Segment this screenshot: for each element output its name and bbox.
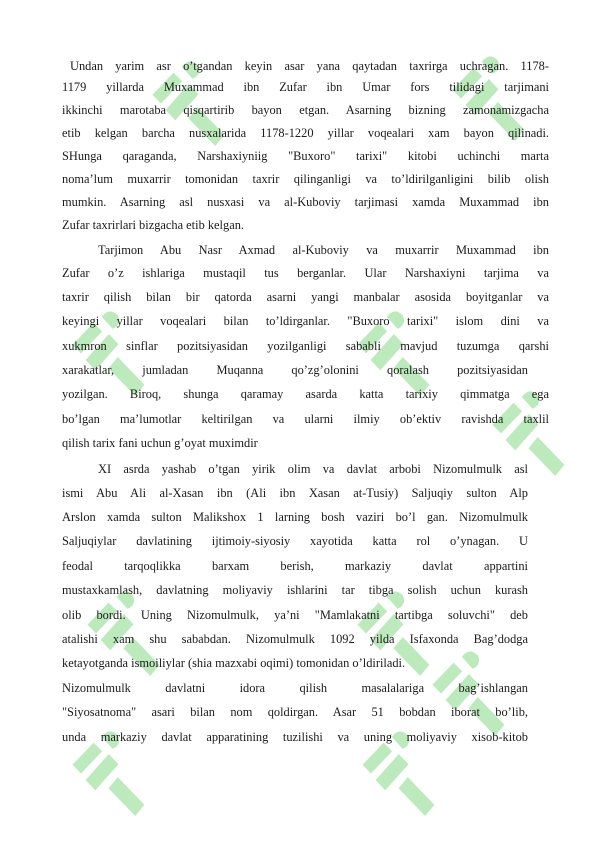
text-line: Arslon xamda sulton Malikshox 1 larning bosh vaziri bo’l gan. Nizomulmulk <box>62 510 528 524</box>
text-line: ikkinchi marotaba qisqartirib bayon etgan. Asarning bizning zamonamizgacha <box>62 103 549 117</box>
text-line: XI asrda yashab o’tgan yirik olim va davlat arbobi Nizomulmulk asl <box>98 462 528 476</box>
text-line: mumkin. Asarning asl nusxasi va al-Kuboviy tarjimasi xamda Muxammad ibn <box>62 195 549 209</box>
text-line: ismi Abu Ali al-Xasan ibn (Ali ibn Xasan at-Tusiy) Saljuqiy sulton Alp <box>62 486 528 500</box>
text-line: Nizomulmulk davlatni idora qilish masalalariga bag’ishlangan <box>62 681 528 695</box>
text-line: bo’lgan ma’lumotlar keltirilgan va ularni ilmiy ob’ektiv ravishda taxlil <box>62 412 549 426</box>
text-line: Saljuqiylar davlatining ijtimoiy-siyosiy xayotida katta rol o’ynagan. U <box>62 534 528 548</box>
text-line: Zufar o’z ishlariga mustaqil tus berganlar. Ular Narshaxiyni tarjima va <box>62 266 549 280</box>
text-line: mustaxkamlash, davlatning moliyaviy ishlarini tar tibga solish uchun kurash <box>62 583 528 597</box>
text-line: xarakatlar, jumladan Muqanna qo’zg’olonini qoralash pozitsiyasidan <box>62 363 528 377</box>
text-line: atalishi xam shu sababdan. Nizomulmulk 1092 yilda Isfaxonda Bag’dodga <box>62 632 528 646</box>
text-line: SHunga qaraganda, Narshaxiyniig "Buxoro" tarixi" kitobi uchinchi marta <box>62 149 549 163</box>
text-line: Tarjimon Abu Nasr Axmad al-Kuboviy va muxarrir Muxammad ibn <box>98 243 549 257</box>
text-line: qilish tarix fani uchun g’oyat muximdir <box>62 436 258 450</box>
text-line: noma’lum muxarrir tomonidan taxrir qilinganligi va to’ldirilganligini bilib olish <box>62 172 549 186</box>
text-line: unda markaziy davlat apparatining tuzilishi va uning moliyaviy xisob-kitob <box>62 730 528 744</box>
text-line: feodal tarqoqlikka barxam berish, markaziy davlat appartini <box>62 559 528 573</box>
text-line: olib bordi. Uning Nizomulmulk, ya’ni "Mamlakatni tartibga soluvchi" deb <box>62 608 528 622</box>
text-line: 1179 yillarda Muxammad ibn Zufar ibn Umar fors tilidagi tarjimani <box>62 80 549 94</box>
text-line: etib kelgan barcha nusxalarida 1178-1220 yillar voqealari xam bayon qilinadi. <box>62 126 549 140</box>
text-line: xukmron sinflar pozitsiyasidan yozilganligi sababli mavjud tuzumga qarshi <box>62 339 549 353</box>
text-line: Zufar taxrirlari bizgacha etib kelgan. <box>62 218 244 232</box>
text-line: ketayotganda ismoiliylar (shia mazxabi oqimi) tomonidan o’ldiriladi. <box>62 656 406 670</box>
text-line: "Siyosatnoma" asari bilan nom qoldirgan. Asar 51 bobdan iborat bo’lib, <box>62 705 528 719</box>
text-line: yozilgan. Biroq, shunga qaramay asarda katta tarixiy qimmatga ega <box>62 387 549 401</box>
text-line: taxrir qilish bilan bir qatorda asarni yangi manbalar asosida boyitganlar va <box>62 290 549 304</box>
text-line: keyingi yillar voqealari bilan to’ldirganlar. "Buxoro tarixi" islom dini va <box>62 314 549 328</box>
text-line: Undan yarim asr o’tgandan keyin asar yana qaytadan taxrirga uchragan. 1178- <box>70 59 549 73</box>
